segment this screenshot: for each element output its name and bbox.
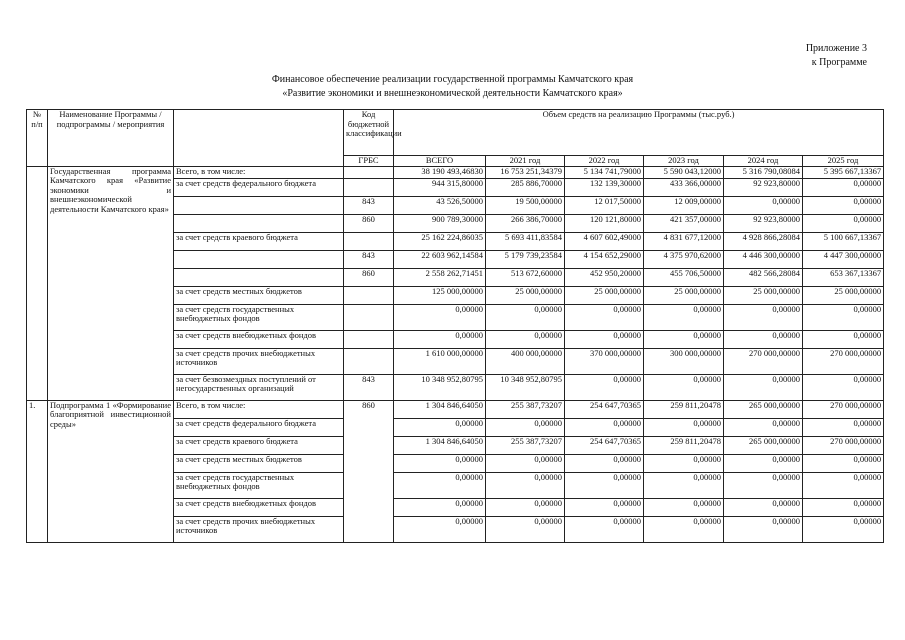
grbs-code (344, 166, 394, 178)
value-cell: 10 348 952,80795 (394, 374, 486, 400)
grbs-code: 843 (344, 250, 394, 268)
value-cell: 285 886,70000 (486, 178, 565, 196)
value-cell: 0,00000 (803, 178, 884, 196)
grbs-code: 860 (344, 400, 394, 542)
value-cell: 653 367,13367 (803, 268, 884, 286)
value-cell: 16 753 251,34379 (486, 166, 565, 178)
value-cell: 370 000,00000 (565, 348, 644, 374)
value-cell: 0,00000 (486, 454, 565, 472)
funding-source: за счет средств прочих внебюджетных источников (174, 348, 344, 374)
value-cell: 0,00000 (644, 454, 724, 472)
value-cell: 0,00000 (803, 516, 884, 542)
header-year: 2022 год (565, 156, 644, 167)
funding-source: за счет средств краевого бюджета (174, 436, 344, 454)
value-cell: 92 923,80000 (724, 178, 803, 196)
value-cell: 1 610 000,00000 (394, 348, 486, 374)
value-cell: 266 386,70000 (486, 214, 565, 232)
header-volume: Объем средств на реализацию Программы (тыс.руб.) (394, 110, 884, 156)
value-cell: 300 000,00000 (644, 348, 724, 374)
value-cell: 0,00000 (565, 330, 644, 348)
header-empty (174, 110, 344, 167)
grbs-code (344, 348, 394, 374)
value-cell: 433 366,00000 (644, 178, 724, 196)
value-cell: 12 017,50000 (565, 196, 644, 214)
value-cell: 270 000,00000 (803, 436, 884, 454)
value-cell: 0,00000 (803, 374, 884, 400)
value-cell: 25 000,00000 (724, 286, 803, 304)
value-cell: 5 316 790,08084 (724, 166, 803, 178)
value-cell: 0,00000 (565, 418, 644, 436)
value-cell: 0,00000 (486, 304, 565, 330)
value-cell: 120 121,80000 (565, 214, 644, 232)
value-cell: 0,00000 (565, 454, 644, 472)
value-cell: 0,00000 (803, 214, 884, 232)
funding-source: Всего, в том числе: (174, 400, 344, 418)
funding-source: за счет средств государственных внебюджетных фондов (174, 304, 344, 330)
funding-source: за счет средств внебюджетных фондов (174, 330, 344, 348)
value-cell: 10 348 952,80795 (486, 374, 565, 400)
value-cell: 1 304 846,64050 (394, 400, 486, 418)
funding-table (26, 109, 884, 543)
grbs-code (344, 286, 394, 304)
value-cell: 4 154 652,29000 (565, 250, 644, 268)
appendix-note (806, 42, 867, 70)
value-cell: 0,00000 (724, 330, 803, 348)
value-cell: 455 706,50000 (644, 268, 724, 286)
value-cell: 265 000,00000 (724, 436, 803, 454)
value-cell: 5 693 411,83584 (486, 232, 565, 250)
value-cell: 0,00000 (724, 454, 803, 472)
value-cell: 125 000,00000 (394, 286, 486, 304)
value-cell: 43 526,50000 (394, 196, 486, 214)
value-cell: 0,00000 (486, 516, 565, 542)
value-cell: 12 009,00000 (644, 196, 724, 214)
value-cell: 4 447 300,00000 (803, 250, 884, 268)
funding-source: за счет средств краевого бюджета (174, 232, 344, 250)
value-cell: 0,00000 (724, 196, 803, 214)
value-cell: 0,00000 (644, 498, 724, 516)
funding-source: Всего, в том числе: (174, 166, 344, 178)
header-row-1 (27, 110, 884, 156)
grbs-code: 860 (344, 268, 394, 286)
value-cell: 259 811,20478 (644, 436, 724, 454)
header-year: 2024 год (724, 156, 803, 167)
value-cell: 0,00000 (486, 330, 565, 348)
value-cell: 255 387,73207 (486, 400, 565, 418)
value-cell: 0,00000 (803, 454, 884, 472)
value-cell: 270 000,00000 (803, 348, 884, 374)
value-cell: 0,00000 (644, 330, 724, 348)
value-cell: 0,00000 (724, 498, 803, 516)
value-cell: 254 647,70365 (565, 436, 644, 454)
header-code: Код бюджетной классификации (344, 110, 394, 156)
value-cell: 0,00000 (724, 304, 803, 330)
value-cell: 0,00000 (394, 330, 486, 348)
header-year: 2023 год (644, 156, 724, 167)
grbs-code: 843 (344, 196, 394, 214)
value-cell: 4 928 866,28084 (724, 232, 803, 250)
value-cell: 0,00000 (724, 418, 803, 436)
funding-source (174, 196, 344, 214)
value-cell: 5 179 739,23584 (486, 250, 565, 268)
value-cell: 0,00000 (565, 516, 644, 542)
value-cell: 0,00000 (394, 498, 486, 516)
funding-source: за счет средств внебюджетных фондов (174, 498, 344, 516)
value-cell: 0,00000 (803, 304, 884, 330)
funding-source: за счет средств местных бюджетов (174, 454, 344, 472)
funding-source: за счет средств федерального бюджета (174, 178, 344, 196)
value-cell: 5 100 667,13367 (803, 232, 884, 250)
value-cell: 0,00000 (803, 418, 884, 436)
value-cell: 0,00000 (486, 498, 565, 516)
table-row (27, 400, 884, 418)
value-cell: 0,00000 (565, 498, 644, 516)
value-cell: 2 558 262,71451 (394, 268, 486, 286)
title-line-1: Финансовое обеспечение реализации государственной программы Камчатского края (271, 74, 634, 85)
value-cell: 5 590 043,12000 (644, 166, 724, 178)
value-cell: 25 000,00000 (486, 286, 565, 304)
value-cell: 0,00000 (394, 304, 486, 330)
value-cell: 5 134 741,79000 (565, 166, 644, 178)
value-cell: 0,00000 (486, 418, 565, 436)
table-row (27, 166, 884, 178)
value-cell: 259 811,20478 (644, 400, 724, 418)
grbs-code (344, 304, 394, 330)
value-cell: 900 789,30000 (394, 214, 486, 232)
funding-source (174, 214, 344, 232)
value-cell: 0,00000 (565, 472, 644, 498)
value-cell: 0,00000 (803, 498, 884, 516)
title-line-2: «Развитие экономики и внешнеэкономической деятельности Камчатского края» (282, 88, 623, 99)
grbs-code (344, 232, 394, 250)
grbs-code: 843 (344, 374, 394, 400)
value-cell: 944 315,80000 (394, 178, 486, 196)
value-cell: 270 000,00000 (724, 348, 803, 374)
header-grbs: ГРБС (344, 156, 394, 167)
value-cell: 421 357,00000 (644, 214, 724, 232)
value-cell: 0,00000 (565, 374, 644, 400)
subprogram-name: Подпрограмма 1 «Формирование благоприятной инвестиционной среды» (48, 400, 174, 542)
funding-source: за счет средств федерального бюджета (174, 418, 344, 436)
value-cell: 38 190 493,46830 (394, 166, 486, 178)
value-cell: 270 000,00000 (803, 400, 884, 418)
value-cell: 22 603 962,14584 (394, 250, 486, 268)
header-year: 2025 год (803, 156, 884, 167)
header-name: Наименование Программы / подпрограммы / мероприятия (48, 110, 174, 167)
value-cell: 4 831 677,12000 (644, 232, 724, 250)
funding-source: за счет безвозмездных поступлений от негосударственных организаций (174, 374, 344, 400)
value-cell: 4 446 300,00000 (724, 250, 803, 268)
grbs-code: 860 (344, 214, 394, 232)
value-cell: 513 672,60000 (486, 268, 565, 286)
value-cell: 0,00000 (644, 516, 724, 542)
value-cell: 0,00000 (644, 472, 724, 498)
value-cell: 92 923,80000 (724, 214, 803, 232)
value-cell: 5 395 667,13367 (803, 166, 884, 178)
header-year: ВСЕГО (394, 156, 486, 167)
value-cell: 0,00000 (803, 330, 884, 348)
value-cell: 25 000,00000 (803, 286, 884, 304)
appendix-line-2: к Программе (811, 57, 867, 68)
document-title (0, 73, 905, 101)
value-cell: 1 304 846,64050 (394, 436, 486, 454)
funding-source: за счет средств прочих внебюджетных источников (174, 516, 344, 542)
value-cell: 4 607 602,49000 (565, 232, 644, 250)
value-cell: 0,00000 (565, 304, 644, 330)
value-cell: 0,00000 (644, 374, 724, 400)
value-cell: 0,00000 (486, 472, 565, 498)
value-cell: 0,00000 (394, 418, 486, 436)
value-cell: 0,00000 (724, 374, 803, 400)
value-cell: 0,00000 (394, 472, 486, 498)
value-cell: 265 000,00000 (724, 400, 803, 418)
value-cell: 0,00000 (394, 454, 486, 472)
value-cell: 0,00000 (394, 516, 486, 542)
subprogram-number: 1. (27, 400, 48, 542)
row-number (27, 166, 48, 400)
program-name: Государственная программа Камчатского края «Развитие экономики и внешнеэкономической деятельности Камчатского края» (48, 166, 174, 400)
header-year: 2021 год (486, 156, 565, 167)
funding-source: за счет средств местных бюджетов (174, 286, 344, 304)
value-cell: 0,00000 (644, 304, 724, 330)
value-cell: 25 162 224,86035 (394, 232, 486, 250)
value-cell: 0,00000 (644, 418, 724, 436)
funding-source: за счет средств государственных внебюджетных фондов (174, 472, 344, 498)
value-cell: 482 566,28084 (724, 268, 803, 286)
value-cell: 255 387,73207 (486, 436, 565, 454)
funding-source (174, 268, 344, 286)
grbs-code (344, 330, 394, 348)
header-num: № п/п (27, 110, 48, 167)
value-cell: 452 950,20000 (565, 268, 644, 286)
value-cell: 0,00000 (803, 196, 884, 214)
value-cell: 400 000,00000 (486, 348, 565, 374)
grbs-code (344, 178, 394, 196)
value-cell: 25 000,00000 (644, 286, 724, 304)
value-cell: 4 375 970,62000 (644, 250, 724, 268)
funding-source (174, 250, 344, 268)
value-cell: 19 500,00000 (486, 196, 565, 214)
value-cell: 0,00000 (803, 472, 884, 498)
value-cell: 0,00000 (724, 516, 803, 542)
appendix-line-1: Приложение 3 (805, 43, 867, 54)
value-cell: 132 139,30000 (565, 178, 644, 196)
value-cell: 25 000,00000 (565, 286, 644, 304)
value-cell: 254 647,70365 (565, 400, 644, 418)
value-cell: 0,00000 (724, 472, 803, 498)
